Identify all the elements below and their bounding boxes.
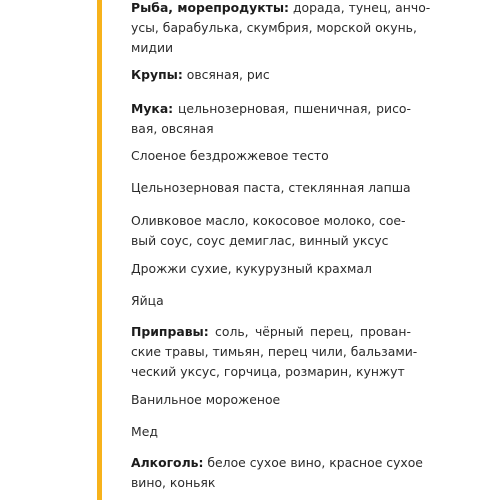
item-oils-text-1: Оливковое масло, кокосовое молоко, сое-	[131, 213, 406, 228]
item-spices-text-3: ческий уксус, горчица, розмарин, кунжут	[131, 364, 405, 379]
item-fish-text-2: усы, барабулька, скумбрия, морской окунь,	[131, 20, 417, 35]
item-honey-text: Мед	[131, 424, 158, 439]
item-fish-label: Рыба, морепродукты:	[131, 0, 290, 15]
item-flour-label: Мука:	[131, 101, 174, 116]
item-fish-text-1: дорада, тунец, анчо-	[289, 0, 431, 15]
item-flour-word-2: пшеничная,	[293, 101, 372, 116]
item-spices-word-4: прован-	[359, 324, 411, 339]
item-flour-word-3: рисо-	[376, 101, 411, 116]
item-spices-word-2: чёрный	[254, 324, 304, 339]
item-fish	[131, 0, 431, 58]
item-flour-text-2: вая, овсяная	[131, 121, 214, 136]
item-grains-label: Крупы:	[131, 67, 183, 82]
item-fish-text-3: мидии	[131, 40, 174, 55]
item-spices	[131, 322, 418, 382]
item-ice-cream-text: Ванильное мороженое	[131, 392, 281, 407]
item-eggs	[131, 291, 411, 311]
item-spices-text-2: ские травы, тимьян, перец чили, бальзами-	[131, 344, 418, 359]
accent-bar	[97, 0, 102, 500]
item-pasta-text: Цельнозерновая паста, стеклянная лапша	[131, 180, 411, 195]
item-honey	[131, 422, 411, 442]
item-alcohol	[131, 453, 423, 493]
item-flour-word-1: цельнозерновая,	[177, 101, 289, 116]
item-yeast-text: Дрожжи сухие, кукурузный крахмал	[131, 261, 372, 276]
item-spices-label: Приправы:	[131, 324, 209, 339]
item-oils-text-2: вый соус, соус демиглас, винный уксус	[131, 233, 389, 248]
item-dough-text: Слоеное бездрожжевое тесто	[131, 148, 329, 163]
item-eggs-text: Яйца	[131, 293, 164, 308]
item-spices-word-3: перец,	[310, 324, 354, 339]
item-ice-cream	[131, 390, 411, 410]
item-dough	[131, 146, 411, 166]
item-alcohol-text-1: белое сухое вино, красное сухое	[203, 455, 423, 470]
item-grains-text: овсяная, рис	[182, 67, 270, 82]
item-alcohol-text-2: вино, коньяк	[131, 475, 216, 490]
item-grains	[131, 65, 411, 85]
item-alcohol-label: Алкоголь:	[131, 455, 204, 470]
item-flour	[131, 99, 411, 139]
item-spices-word-1: соль,	[215, 324, 249, 339]
item-oils	[131, 211, 411, 251]
item-pasta	[131, 178, 411, 198]
item-yeast	[131, 259, 411, 279]
